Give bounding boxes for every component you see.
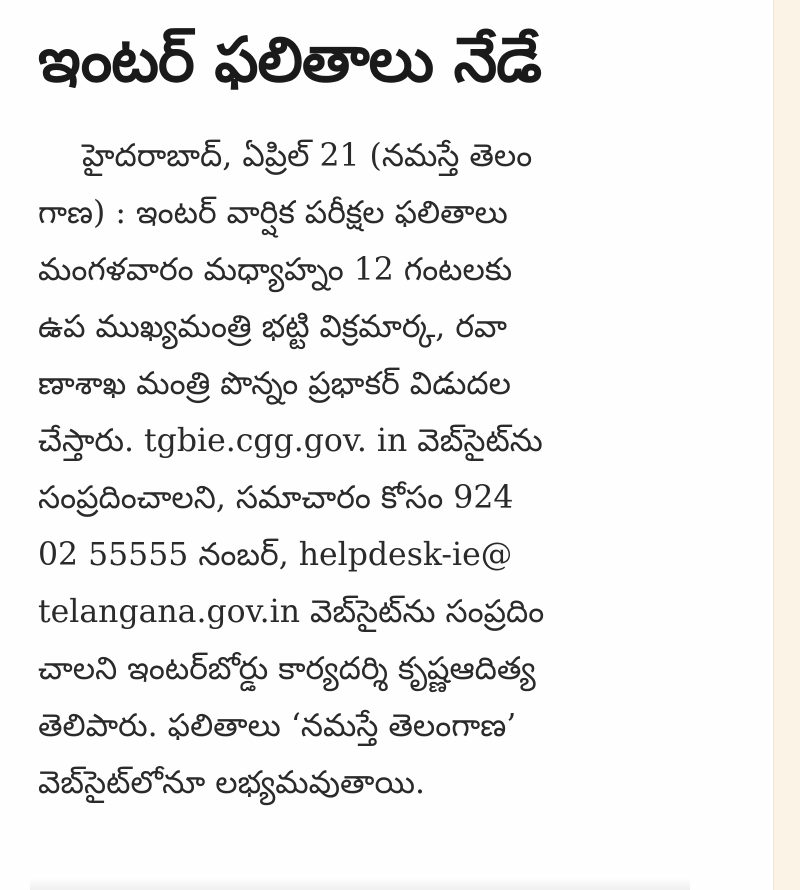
article-line: చేస్తారు. tgbie.cgg.gov. in వెబ్‌సైట్‌ను xyxy=(38,423,543,459)
article-headline: ఇంటర్ ఫలితాలు నేడే xyxy=(38,23,542,96)
article-line: చాలని ఇంటర్‌బోర్డు కార్యదర్శి కృష్ణఆదిత్య xyxy=(38,651,536,687)
news-article xyxy=(38,14,700,812)
article-line: గాణ) : ఇంటర్ వార్షిక పరీక్షల ఫలితాలు xyxy=(38,195,508,231)
article-line: telangana.gov.in వెబ్‌సైట్‌ను సంప్రదిం xyxy=(38,594,545,630)
article-line: సంప్రదించాలని, సమాచారం కోసం 924 xyxy=(38,480,514,516)
article-line: ణాశాఖ మంత్రి పొన్నం ప్రభాకర్ విడుదల xyxy=(38,366,511,402)
article-line: మంగళవారం మధ్యాహ్నం 12 గంటలకు xyxy=(38,252,513,288)
article-body xyxy=(38,128,700,812)
adjacent-column-edge xyxy=(773,0,800,890)
article-line: ఉప ముఖ్యమంత్రి భట్టి విక్రమార్క, రవా xyxy=(38,309,508,345)
article-line: 02 55555 నంబర్, helpdesk-ie@ xyxy=(38,537,513,573)
article-line: వెబ్‌సైట్‌లోనూ లభ్యమవుతాయి. xyxy=(38,765,426,801)
article-line: తెలిపారు. ఫలితాలు ‘నమస్తే తెలంగాణ’ xyxy=(38,708,517,744)
article-line: హైదరాబాద్, ఏప్రిల్ 21 (నమస్తే తెలం xyxy=(82,138,533,174)
next-line-cutoff xyxy=(30,878,690,890)
